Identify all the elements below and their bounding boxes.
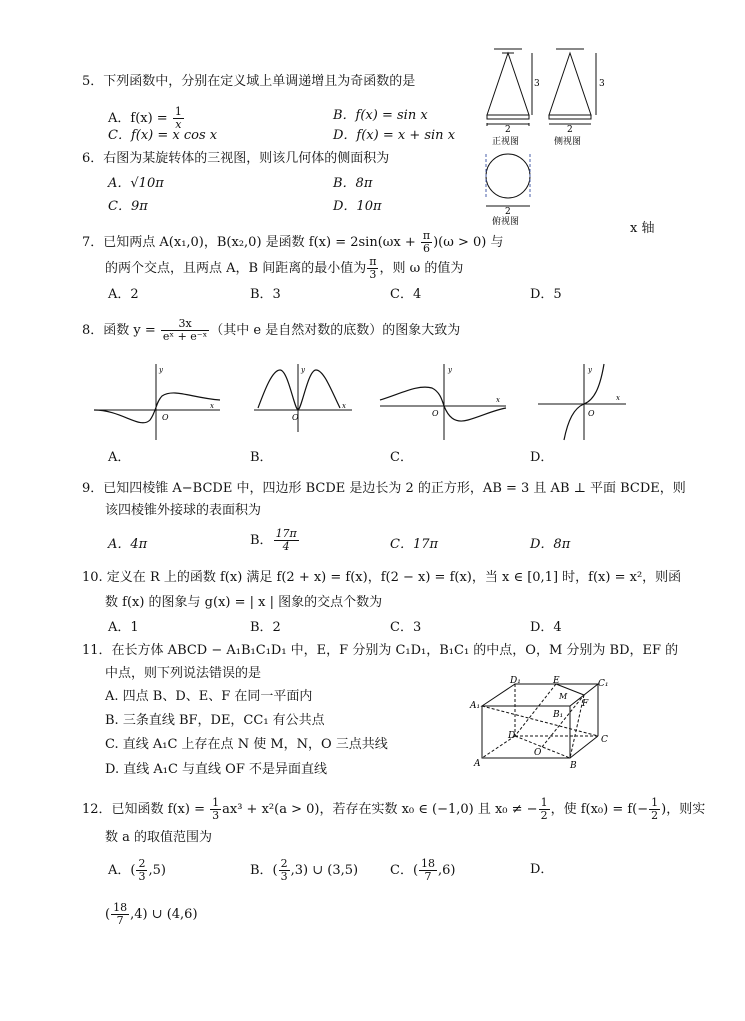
frac-num: π xyxy=(422,229,431,242)
option-tail: ,5) xyxy=(148,863,166,878)
frac-den: eˣ + e⁻ˣ xyxy=(162,330,208,343)
option-tail: ,3) ∪ (3,5) xyxy=(290,863,359,878)
q7-stem-line2 xyxy=(105,256,463,281)
frac-den: 2 xyxy=(651,809,659,822)
q5-option-d[interactable]: D．f(x) = x + sin x xyxy=(333,128,456,143)
q9-option-c[interactable]: C．17π xyxy=(390,537,439,552)
frac-num: π xyxy=(369,255,377,268)
frac-den: 6 xyxy=(422,242,430,255)
option-fraction xyxy=(279,858,290,883)
frac-den: 7 xyxy=(116,914,124,927)
frac-num: 1 xyxy=(540,796,548,809)
option-fraction xyxy=(136,858,147,883)
frac-num: 3x xyxy=(161,318,209,331)
q7-stem-fraction xyxy=(421,230,432,255)
q6-option-a[interactable]: A．√10π xyxy=(108,176,164,191)
q8-stem-b: （其中 e 是自然对数的底数）的图象大致为 xyxy=(210,323,461,338)
q12-option-a[interactable] xyxy=(108,858,166,883)
q8-graph-c[interactable] xyxy=(378,362,508,442)
label-d1: D₁ xyxy=(510,676,521,686)
origin-label: O xyxy=(162,413,169,422)
label-o: O xyxy=(534,748,542,758)
frac-num: 2 xyxy=(138,857,146,870)
q11-option-b[interactable]: B. 三条直线 BF，DE，CC₁ 有公共点 xyxy=(105,713,325,728)
label-f: F xyxy=(582,699,589,709)
q12-stem-a: 12．已知函数 f(x) = xyxy=(82,802,210,817)
q5-stem: 5．下列函数中，分别在定义域上单调递增且为奇函数的是 xyxy=(82,74,416,89)
axis-x-label: x xyxy=(616,394,620,402)
q11-option-d[interactable]: D. 直线 A₁C 与直线 OF 不是异面直线 xyxy=(105,762,327,777)
q6-stem: 6．右图为某旋转体的三视图，则该几何体的侧面积为 xyxy=(82,151,390,166)
cuboid-diagram xyxy=(470,676,620,771)
q8-option-a[interactable]: A． xyxy=(108,450,131,465)
q10-option-d[interactable]: D．4 xyxy=(530,620,562,635)
frac-num: 17π xyxy=(275,527,297,540)
side-width-dim: 2 xyxy=(567,125,573,135)
frac-num: 1 xyxy=(212,796,220,809)
q9-stem-line2: 该四棱锥外接球的表面积为 xyxy=(105,503,262,518)
front-view-label: 正视图 xyxy=(492,137,520,147)
label-m: M xyxy=(559,692,568,701)
q12-option-c[interactable] xyxy=(390,858,456,883)
frac-num: 18 xyxy=(421,857,436,870)
frac-den: 3 xyxy=(138,870,146,883)
frac-num: 18 xyxy=(113,901,128,914)
q5-option-c[interactable]: C．f(x) = x cos x xyxy=(108,128,218,143)
q10-option-b[interactable]: B．2 xyxy=(250,620,281,635)
label-c: C xyxy=(601,735,608,745)
q5-option-b[interactable]: B．f(x) = sin x xyxy=(333,108,428,123)
q7-stem-b: )(ω > 0) 与 xyxy=(433,235,504,250)
option-label: ( xyxy=(105,907,111,922)
front-view xyxy=(487,49,532,126)
option-label: A．( xyxy=(108,863,136,878)
q9-option-b-label: B． xyxy=(250,533,273,548)
q8-fraction xyxy=(161,318,209,343)
q9-option-b-fraction xyxy=(274,528,299,553)
q8-graph-b[interactable] xyxy=(254,362,354,442)
q10-option-a[interactable]: A．1 xyxy=(108,620,139,635)
q8-graph-a[interactable] xyxy=(92,362,222,442)
q9-option-a[interactable]: A．4π xyxy=(108,537,148,552)
q7-stem-line1 xyxy=(82,230,504,255)
q12-stem xyxy=(82,797,705,822)
label-d: D xyxy=(508,731,516,741)
q7-stem-a: 7．已知两点 A(x₁,0)，B(x₂,0) 是函数 f(x) = 2sin(ωx + xyxy=(82,235,420,250)
option-label: B．( xyxy=(250,863,278,878)
q8-option-c[interactable]: C． xyxy=(390,450,413,465)
q8-option-d[interactable]: D． xyxy=(530,450,554,465)
q9-stem: 9．已知四棱锥 A−BCDE 中，四边形 BCDE 是边长为 2 的正方形，AB = 3 且 AB ⊥ 平面 BCDE，则 xyxy=(82,481,686,496)
q7-option-c[interactable]: C．4 xyxy=(390,287,422,302)
q7-option-b[interactable]: B．3 xyxy=(250,287,281,302)
q12-stem-d: )，则实 xyxy=(661,802,706,817)
label-a1: A₁ xyxy=(470,701,481,711)
side-height-dim: 3 xyxy=(599,79,605,89)
frac-num: 2 xyxy=(280,857,288,870)
q10-stem-line2: 数 f(x) 的图象与 g(x) = | x | 图象的交点个数为 xyxy=(105,595,383,610)
q12-coef-fraction xyxy=(210,797,221,822)
q7-line2-a: 的两个交点，且两点 A，B 间距离的最小值为 xyxy=(105,261,367,276)
frac-num: 1 xyxy=(651,796,659,809)
label-b: B xyxy=(570,761,577,771)
origin-label: O xyxy=(432,409,439,418)
top-view-label: 俯视图 xyxy=(492,217,520,227)
axis-y-label: y xyxy=(588,366,592,374)
q12-stem-line2: 数 a 的取值范围为 xyxy=(105,830,213,845)
frac-num: 1 xyxy=(174,105,182,118)
option-fraction xyxy=(111,902,129,927)
option-tail: ,4) ∪ (4,6) xyxy=(130,907,198,922)
q12-half-fraction xyxy=(539,797,550,822)
q10-option-c[interactable]: C．3 xyxy=(390,620,422,635)
origin-label: O xyxy=(292,413,299,422)
option-tail: ,6) xyxy=(438,863,456,878)
side-view xyxy=(549,49,596,124)
origin-label: O xyxy=(588,409,595,418)
q12-stem-c: ，使 f(x₀) = f(− xyxy=(550,802,649,817)
axis-x-label: x xyxy=(210,402,214,410)
label-e: E xyxy=(553,676,560,686)
frac-den: 3 xyxy=(280,870,288,883)
q8-stem xyxy=(82,318,460,343)
frac-den: 4 xyxy=(282,540,290,553)
axis-x-label: x xyxy=(496,396,500,404)
q8-option-b[interactable]: B． xyxy=(250,450,273,465)
q6-option-d[interactable]: D．10π xyxy=(333,199,382,214)
top-view xyxy=(486,154,530,206)
q12-half-fraction-2 xyxy=(649,797,660,822)
axis-x-label: x xyxy=(342,402,346,410)
label-a: A xyxy=(474,759,481,769)
q7-line2-b: ，则 ω 的值为 xyxy=(379,261,464,276)
q7-line2-fraction xyxy=(367,256,378,281)
frac-den: 7 xyxy=(424,870,432,883)
three-view-diagram xyxy=(480,48,620,228)
q9-option-d[interactable]: D．8π xyxy=(530,537,571,552)
q7-x-axis-label: x 轴 xyxy=(630,221,655,236)
q12-stem-b: ax³ + x²(a > 0)，若存在实数 x₀ ∈ (−1,0) 且 x₀ ≠ − xyxy=(222,802,538,817)
front-width-dim: 2 xyxy=(505,125,511,135)
top-width-dim: 2 xyxy=(505,207,511,217)
q6-option-c[interactable]: C．9π xyxy=(108,199,148,214)
option-label: C．( xyxy=(390,863,419,878)
axis-y-label: y xyxy=(448,366,452,374)
q6-option-b[interactable]: B．8π xyxy=(333,176,373,191)
q12-option-d[interactable] xyxy=(105,902,198,927)
frac-den: x xyxy=(175,118,182,131)
q8-stem-a: 8．函数 y = xyxy=(82,323,160,338)
axis-y-label: y xyxy=(159,366,163,374)
axis-y-label: y xyxy=(301,366,305,374)
frac-den: 3 xyxy=(212,809,220,822)
frac-den: 2 xyxy=(540,809,548,822)
q7-option-d[interactable]: D．5 xyxy=(530,287,562,302)
q9-option-b[interactable] xyxy=(250,528,300,553)
q12-option-b[interactable] xyxy=(250,858,358,883)
front-height-dim: 3 xyxy=(534,79,540,89)
label-b1: B₁ xyxy=(553,710,564,720)
q8-graph-d[interactable] xyxy=(538,362,628,442)
frac-den: 3 xyxy=(369,268,377,281)
q11-stem-line2: 中点，则下列说法错误的是 xyxy=(105,666,262,681)
q10-stem: 10. 定义在 R 上的函数 f(x) 满足 f(2 + x) = f(x)，f(2 − x) = f(x)，当 x ∈ [0,1] 时，f(x) = x²，则函 xyxy=(82,570,682,585)
q11-option-c[interactable]: C. 直线 A₁C 上存在点 N 使 M，N，O 三点共线 xyxy=(105,737,388,752)
label-c1: C₁ xyxy=(598,679,609,689)
q11-stem: 11．在长方体 ABCD − A₁B₁C₁D₁ 中，E，F 分别为 C₁D₁，B₁C₁ 的中点，O，M 分别为 BD，EF 的 xyxy=(82,643,679,658)
q11-option-a[interactable]: A. 四点 B、D、E、F 在同一平面内 xyxy=(105,689,313,704)
q12-option-d-label[interactable]: D． xyxy=(530,862,554,877)
q5-option-a-text: A．f(x) = xyxy=(108,111,172,126)
q7-option-a[interactable]: A．2 xyxy=(108,287,139,302)
side-view-label: 侧视图 xyxy=(554,137,582,147)
option-fraction xyxy=(419,858,437,883)
